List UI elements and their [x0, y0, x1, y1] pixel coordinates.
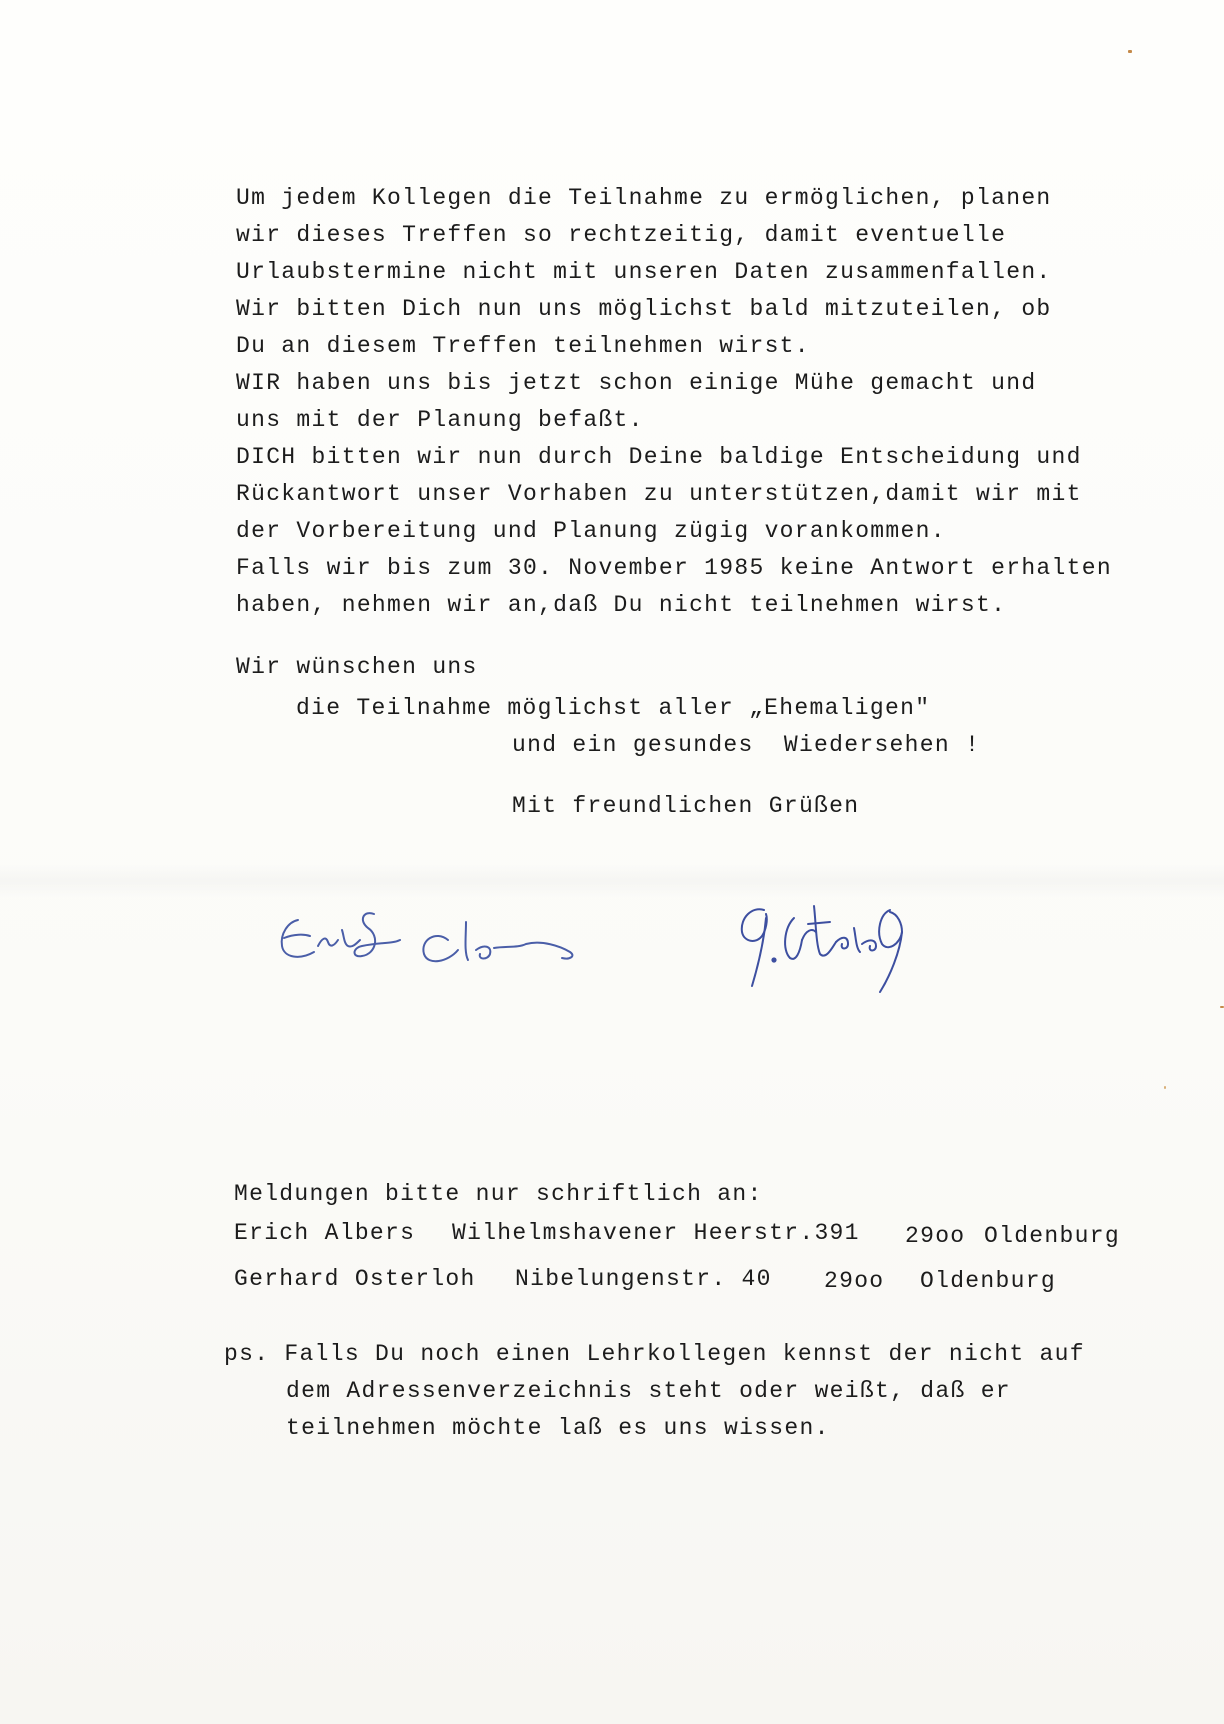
closing-line: Mit freundlichen Grüßen — [512, 793, 860, 819]
body-line: WIR haben uns bis jetzt schon einige Mühe gemacht und — [236, 370, 1037, 396]
body-line: Um jedem Kollegen die Teilnahme zu ermöglichen, planen — [236, 185, 1052, 211]
ps-line: teilnehmen möchte laß es uns wissen. — [286, 1415, 830, 1441]
paper-fold — [0, 864, 1224, 898]
body-line: Falls wir bis zum 30. November 1985 keine Antwort erhalten — [236, 555, 1112, 581]
contact-postcode: 29oo — [905, 1223, 966, 1249]
wish-line: die Teilnahme möglichst aller „Ehemaligen" — [296, 695, 931, 721]
body-line: Wir bitten Dich nun uns möglichst bald mitzuteilen, ob — [236, 296, 1052, 322]
contact-city: Oldenburg — [984, 1223, 1120, 1249]
paper-speck — [1164, 1086, 1166, 1089]
wish-line: und ein gesundes Wiedersehen ! — [512, 732, 981, 758]
contact-name: Erich Albers — [234, 1220, 416, 1246]
body-line: Urlaubstermine nicht mit unseren Daten zusammenfallen. — [236, 259, 1052, 285]
body-line: DICH bitten wir nun durch Deine baldige Entscheidung und — [236, 444, 1082, 470]
body-line: haben, nehmen wir an,daß Du nicht teilnehmen wirst. — [236, 592, 1007, 618]
body-line: Du an diesem Treffen teilnehmen wirst. — [236, 333, 810, 359]
ps-line: dem Adressenverzeichnis steht oder weißt, daß er — [286, 1378, 1011, 1404]
paper-speck — [1128, 50, 1132, 53]
body-line: der Vorbereitung und Planung zügig vorankommen. — [236, 518, 946, 544]
contact-street: Wilhelmshavener Heerstr.391 — [452, 1220, 860, 1246]
signature-g-osterloh — [730, 888, 930, 1000]
contact-name: Gerhard Osterloh — [234, 1266, 476, 1292]
wish-line: Wir wünschen uns — [236, 654, 478, 680]
contact-heading: Meldungen bitte nur schriftlich an: — [234, 1181, 763, 1207]
signature-erich-albers — [270, 900, 630, 980]
body-line: wir dieses Treffen so rechtzeitig, damit eventuelle — [236, 222, 1007, 248]
contact-city: Oldenburg — [920, 1268, 1056, 1294]
ps-line: ps. Falls Du noch einen Lehrkollegen kennst der nicht auf — [224, 1341, 1085, 1367]
contact-street: Nibelungenstr. 40 — [515, 1266, 772, 1292]
contact-postcode: 29oo — [824, 1268, 885, 1294]
body-line: Rückantwort unser Vorhaben zu unterstützen,damit wir mit — [236, 481, 1082, 507]
body-line: uns mit der Planung befaßt. — [236, 407, 644, 433]
paper-speck — [1220, 1006, 1224, 1008]
